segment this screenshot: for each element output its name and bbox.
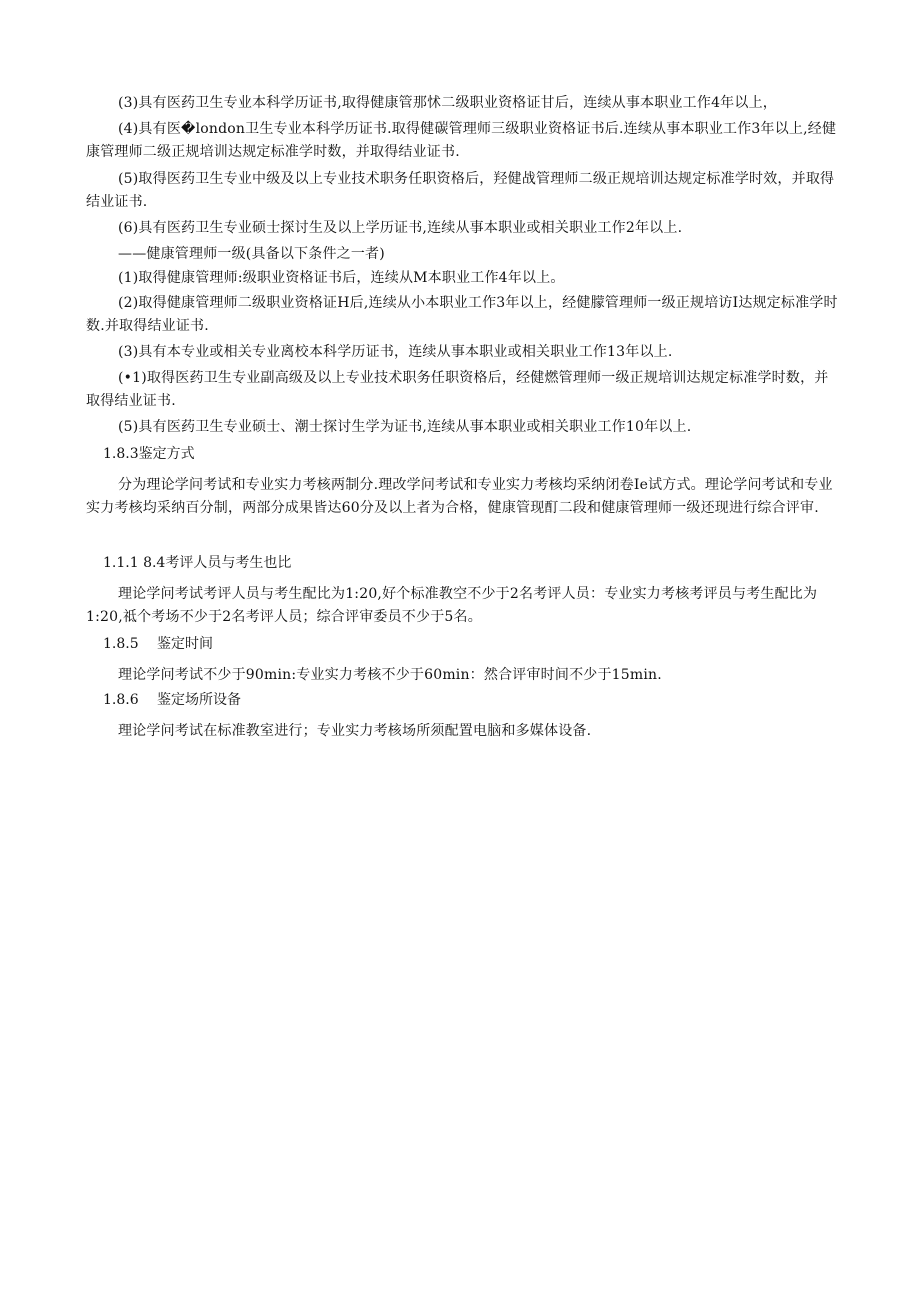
section-title: 鉴定时间 — [157, 636, 213, 652]
section-heading-1-8-5 — [103, 634, 213, 654]
section-body-1-8-5: 理论学问考试不少于90min:专业实力考核不少于60min：然合评审时间不少于15min. — [118, 667, 662, 683]
section-body-1-8-6: 理论学问考试在标准教室进行；专业实力考核场所须配置电脑和多媒体设备. — [118, 723, 592, 739]
section-heading-1-8-4: 1.1.1 8.4考评人员与考生也比 — [103, 555, 292, 571]
section-body-1-8-4: 理论学问考试考评人员与考生配比为1:20,好个标准教空不少于2名考评人员：专业实力考核考评员与考生配比为1:20,祗个考场不少于2名考评人员；综合评审委员不少于5名。 — [86, 586, 818, 625]
paragraph-item-4: (4)具有医�london卫生专业本科学历证书.取得健碳管理师三级职业资格证书后.连续从事本职业工作3年以上,经健康管理师二级正规培训达规定标准学时数，并取得结业证书. — [86, 121, 837, 160]
section-title: 鉴定场所设备 — [157, 692, 241, 708]
paragraph-level1-item-2: (2)取得健康管理师二级职业资格证H后,连续从小本职业工作3年以上，经健朦管理师一级正规培访I达规定标准学时数.并取得结业证书. — [86, 295, 838, 334]
level-one-subheading: ——健康管理师一级(具备以下条件之一者) — [118, 246, 385, 262]
section-heading-1-8-6 — [103, 690, 241, 710]
paragraph-level1-item-5: (5)具有医药卫生专业硕士、潮士探讨生学为证书,连续从事本职业或相关职业工作10年以上. — [118, 419, 692, 435]
paragraph-item-5: (5)取得医药卫生专业中级及以上专业技术职务任职资格后，羟健战管理师二级正规培训达规定标准学时效，并取得结业证书. — [86, 171, 835, 210]
paragraph-level1-item-4: (•1)取得医药卫生专业副高级及以上专业技术职务任职资格后，经健燃管理师一级正规培训达规定标准学时数，并取得结业证书. — [86, 370, 829, 409]
paragraph-level1-item-3: (3)具有本专业或相关专业离校本科学历证书，连续从事本职业或相关职业工作13年以上. — [118, 344, 673, 360]
section-body-1-8-3: 分为理论学问考试和专业实力考核两制分.理改学问考试和专业实力考核均采纳闭卷Ie试方式。理论学问考试和专业实力考核均采纳百分制，两部分成果皆达60分及以上者为合格，健康管现酊二段和健康管理师一级还现进行综合评审. — [86, 477, 833, 516]
paragraph-item-6: (6)具有医药卫生专业硕士探讨生及以上学历证书,连续从事本职业或相关职业工作2年以上. — [118, 220, 683, 236]
section-number: 1.8.5 — [103, 636, 139, 652]
section-heading-1-8-3: 1.8.3鉴定方式 — [103, 446, 195, 462]
paragraph-level1-item-1: (1)取得健康管理师:级职业资格证书后，连续从M本职业工作4年以上。 — [118, 270, 565, 286]
section-number: 1.8.6 — [103, 692, 139, 708]
paragraph-item-3: (3)具有医药卫生专业本科学历证书,取得健康管那怵二级职业资格证甘后，连续从事本职业工作4年以上， — [118, 95, 777, 111]
